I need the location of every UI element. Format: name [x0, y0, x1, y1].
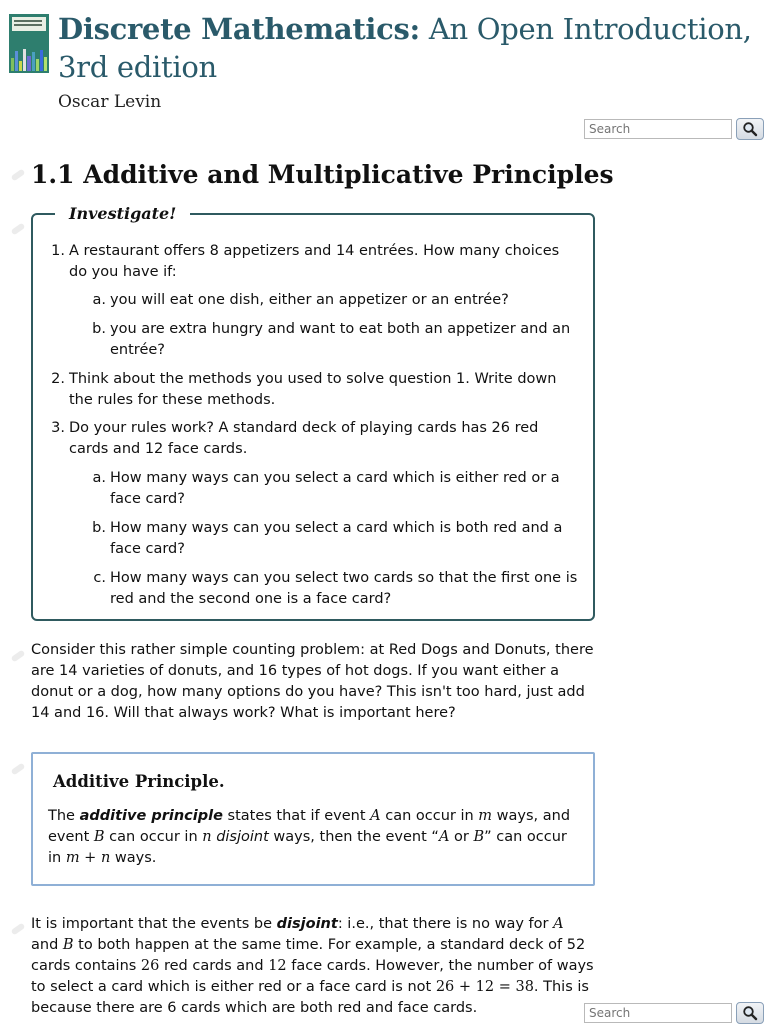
text-run: and	[31, 937, 63, 953]
principle-title: Additive Principle.	[53, 772, 225, 791]
text-run: ways, and event	[48, 808, 571, 845]
question-2: Think about the methods you used to solve question 1. Write down the rules for these methods.	[69, 371, 557, 408]
math-number: 12	[268, 958, 287, 974]
text-run: face cards. However, the number of ways to select a card which is either red or a face card is not	[31, 958, 594, 995]
text-run: to both happen at the same time. For example, a standard deck of 52 cards contains	[31, 937, 586, 974]
text-run: can occur in	[104, 829, 203, 845]
book-cover-thumbnail[interactable]	[9, 14, 49, 73]
text-run: . This is because there are 6 cards which are both red and face cards.	[31, 979, 589, 1016]
list-marker: b.	[92, 321, 106, 337]
search-button[interactable]	[736, 1002, 764, 1024]
question-1b: you are extra hungry and want to eat both an appetizer and an entrée?	[110, 321, 571, 358]
book-author: Oscar Levin	[58, 92, 162, 112]
list-marker: 2.	[51, 371, 65, 387]
investigate-box	[31, 204, 595, 621]
book-title-subtitle: An Open Introduction, 3rd edition	[58, 12, 752, 84]
term-disjoint: disjoint	[276, 916, 338, 932]
search-button[interactable]	[736, 118, 764, 140]
book-title[interactable]	[58, 10, 758, 86]
list-marker: a.	[92, 470, 106, 486]
paragraph-permalink-icon[interactable]	[11, 650, 26, 663]
text-run: ways.	[110, 850, 157, 866]
list-marker: c.	[93, 570, 106, 586]
principle-statement	[48, 806, 583, 869]
text-run: or	[449, 829, 474, 845]
math-var: A	[553, 916, 564, 932]
section-permalink-icon[interactable]	[11, 169, 26, 182]
math-var: B	[473, 829, 485, 845]
math-number: 26	[140, 958, 160, 974]
math-var: B	[62, 937, 74, 953]
magnifier-icon	[742, 121, 758, 137]
investigate-label: Investigate!	[55, 203, 190, 224]
math-expression: 26 + 12 = 38	[435, 979, 534, 995]
list-marker: b.	[92, 520, 106, 536]
text-run: can occur in	[380, 808, 479, 824]
search-bar-top	[584, 118, 764, 140]
search-input[interactable]	[584, 119, 732, 139]
question-3b: How many ways can you select a card which is both red and a face card?	[110, 520, 563, 557]
section-title: 1.1 Additive and Multiplicative Principles	[31, 160, 614, 189]
list-marker: 1.	[51, 243, 65, 259]
math-var: A	[370, 808, 381, 824]
term-additive-principle: additive principle	[79, 808, 223, 824]
text-run: ways, then the event “	[268, 829, 439, 845]
disjoint-paragraph	[31, 914, 595, 1019]
question-3a: How many ways can you select a card which is either red or a face card?	[110, 470, 560, 507]
search-input[interactable]	[584, 1003, 732, 1023]
question-1: A restaurant offers 8 appetizers and 14 entrées. How many choices do you have if:	[69, 243, 560, 280]
investigate-permalink-icon[interactable]	[11, 223, 26, 236]
question-3c: How many ways can you select two cards so that the first one is red and the second one is a face card?	[110, 570, 578, 607]
text-run: states that if event	[222, 808, 371, 824]
text-run: It is important that the events be	[31, 916, 277, 932]
text-run: The	[48, 808, 80, 824]
text-run: red cards and	[159, 958, 269, 974]
search-bar-bottom	[584, 1002, 764, 1024]
math-var: m	[478, 808, 493, 824]
intro-paragraph: Consider this rather simple counting problem: at Red Dogs and Donuts, there are 14 varieties of donuts, and 16 types of hot dogs. If you want either a donut or a dog, how many options do you have? This isn't too hard, just add 14 and 16. Will that always work? What is important here?	[31, 642, 594, 721]
cover-art	[11, 49, 47, 71]
book-title-block	[58, 10, 758, 112]
principle-permalink-icon[interactable]	[11, 763, 26, 776]
additive-principle-box	[31, 752, 595, 886]
text-run: ” can occur in	[48, 829, 567, 866]
magnifier-icon	[742, 1005, 758, 1021]
book-title-main: Discrete Mathematics:	[58, 12, 420, 46]
math-expression: m + n	[65, 850, 111, 866]
list-marker: 3.	[51, 420, 65, 436]
question-1a: you will eat one dish, either an appetizer or an entrée?	[110, 292, 509, 308]
term-disjoint: disjoint	[216, 829, 269, 845]
masthead	[0, 0, 768, 150]
math-var: n	[202, 829, 212, 845]
list-marker: a.	[92, 292, 106, 308]
math-var: B	[93, 829, 105, 845]
text-run: : i.e., that there is no way for	[337, 916, 554, 932]
question-3: Do your rules work? A standard deck of playing cards has 26 red cards and 12 face cards.	[69, 420, 539, 457]
math-var: A	[438, 829, 450, 845]
cover-title-lines	[14, 20, 42, 22]
paragraph-permalink-icon[interactable]	[11, 923, 26, 936]
